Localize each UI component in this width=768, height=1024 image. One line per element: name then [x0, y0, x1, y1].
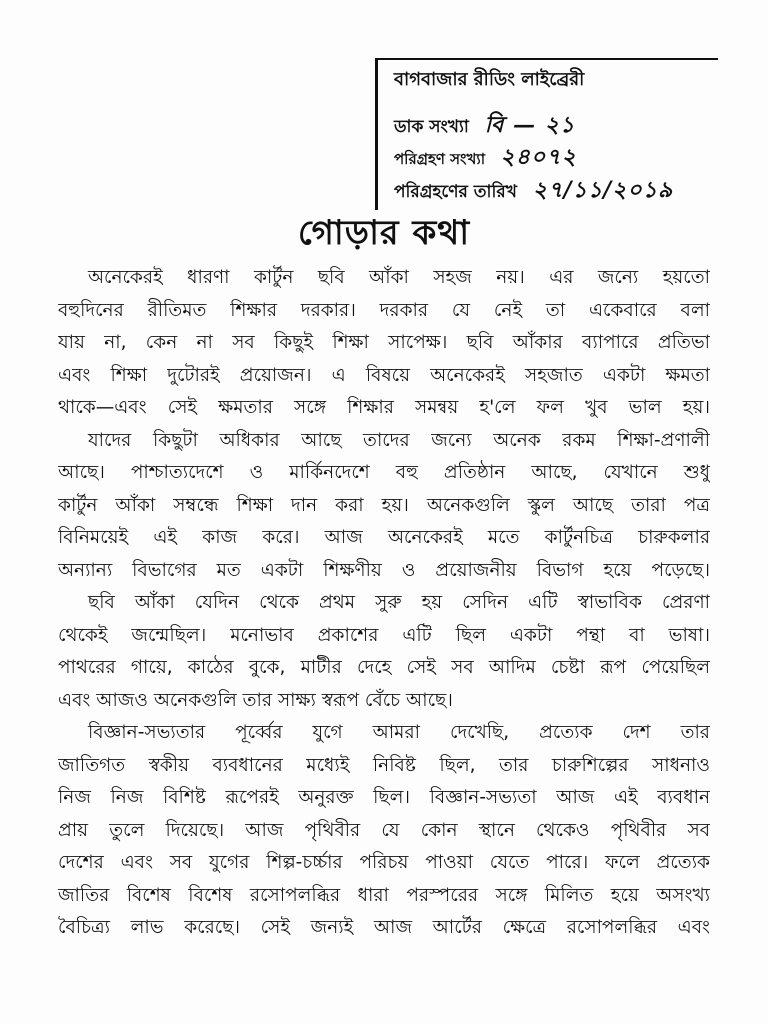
text-line: থাকে—এবং সেই ক্ষমতার সঙ্গে শিক্ষার সমন্বয় হ'লে ফল খুব ভাল হয়।	[58, 397, 710, 418]
text-line: অন্যান্য বিভাগের মত একটা শিক্ষণীয় ও প্রয়োজনীয় বিভাগ হয়ে পড়েছে।	[58, 559, 710, 581]
text-line: জাতির বিশেষ বিশেষ রসোপলব্ধির ধারা পরস্পরের সঙ্গে মিলিত হয়ে অসংখ্য	[58, 884, 710, 906]
stamp-library-name-text: বাগবাজার রীডিং লাইব্রেরী	[394, 69, 585, 90]
text-line: কার্টুন আঁকা সম্বন্ধে শিক্ষা দান করা হয়। অনেকগুলি স্কুল আছে তারা পত্র	[58, 494, 710, 516]
stamp-call-number	[394, 112, 576, 138]
text-line: বিজ্ঞান-সভ্যতার পূর্ব্বের যুগে আমরা দেখেছি, প্রত্যেক দেশ তার	[88, 722, 710, 743]
stamp-date-label: পরিগ্রহণের তারিখ	[394, 182, 517, 202]
stamp-date	[394, 177, 674, 203]
text-line: এবং শিক্ষা দুটোরই প্রয়োজন। এ বিষয়ে অনেকেরই সহজাত একটা ক্ষমতা	[58, 364, 710, 386]
text-line: দেশের এবং সব যুগের শিল্প-চর্চ্চার পরিচয় পাওয়া যেতে পারে। ফলে প্রত্যেক	[58, 852, 710, 873]
text-line: বৈচিত্র্য লাভ করেছে। সেই জন্যই আজ আর্টের ক্ষেত্রে রসোপলব্ধির এবং	[58, 917, 710, 938]
stamp-call-number-label: ডাক সংখ্যা	[394, 117, 469, 137]
stamp-library-name	[394, 70, 584, 90]
stamp-accession-value: ২৪০৭২	[500, 144, 577, 170]
text-line: যায় না, কেন না সব কিছুই শিক্ষা সাপেক্ষ। ছবি আঁকার ব্যাপারে প্রতিভা	[58, 332, 710, 353]
text-line: প্রায় তুলে দিয়েছে। আজ পৃথিবীর যে কোন স্থানে থেকেও পৃথিবীর সব	[58, 819, 710, 841]
stamp-call-number-value: বি — ২১	[484, 112, 576, 138]
text-line: বিনিময়েই এই কাজ করে। আজ অনেকেরই মতে কার্টুনচিত্র চারুকলার	[58, 527, 710, 548]
text-line: বহুদিনের রীতিমত শিক্ষার দরকার। দরকার যে নেই তা একেবারে বলা	[58, 299, 710, 321]
text-line: নিজ নিজ বিশিষ্ট রূপেরই অনুরক্ত ছিল। বিজ্ঞান-সভ্যতা আজ এই ব্যবধান	[58, 787, 710, 808]
text-line: আছে। পাশ্চাত্যদেশে ও মার্কিনদেশে বহু প্রতিষ্ঠান আছে, যেখানে শুধু	[58, 462, 710, 483]
text-line: ছবি আঁকা যেদিন থেকে প্রথম সুরু হয় সেদিন এটি স্বাভাবিক প্রেরণা	[88, 592, 710, 613]
text-line: জাতিগত স্বকীয় ব্যবধানের মধ্যেই নিবিষ্ট ছিল, তার চারুশিল্পের সাধনাও	[58, 754, 710, 776]
text-line: এবং আজও অনেকগুলি তার সাক্ষ্য স্বরূপ বেঁচে আছে।	[58, 689, 453, 711]
stamp-accession	[394, 144, 577, 170]
page-title: গোড়ার কথা	[297, 213, 471, 253]
body-text	[58, 262, 710, 945]
stamp-date-value: ২৭/১১/২০১৯	[532, 177, 674, 203]
text-line: পাথরের গায়ে, কাঠের বুকে, মাটীর দেহে সেই সব আদিম চেষ্টা রূপ পেয়েছিল	[58, 657, 710, 678]
stamp-accession-label: পরিগ্রহণ সংখ্যা	[394, 150, 486, 168]
text-line: থেকেই জন্মেছিল। মনোভাব প্রকাশের এটি ছিল একটা পন্থা বা ভাষা।	[58, 624, 710, 646]
text-line: যাদের কিছুটা অধিকার আছে তাদের জন্যে অনেক রকম শিক্ষা-প্রণালী	[88, 429, 710, 451]
text-line: অনেকেরই ধারণা কার্টুন ছবি আঁকা সহজ নয়। এর জন্যে হয়তো	[88, 267, 710, 288]
library-stamp	[375, 58, 718, 210]
